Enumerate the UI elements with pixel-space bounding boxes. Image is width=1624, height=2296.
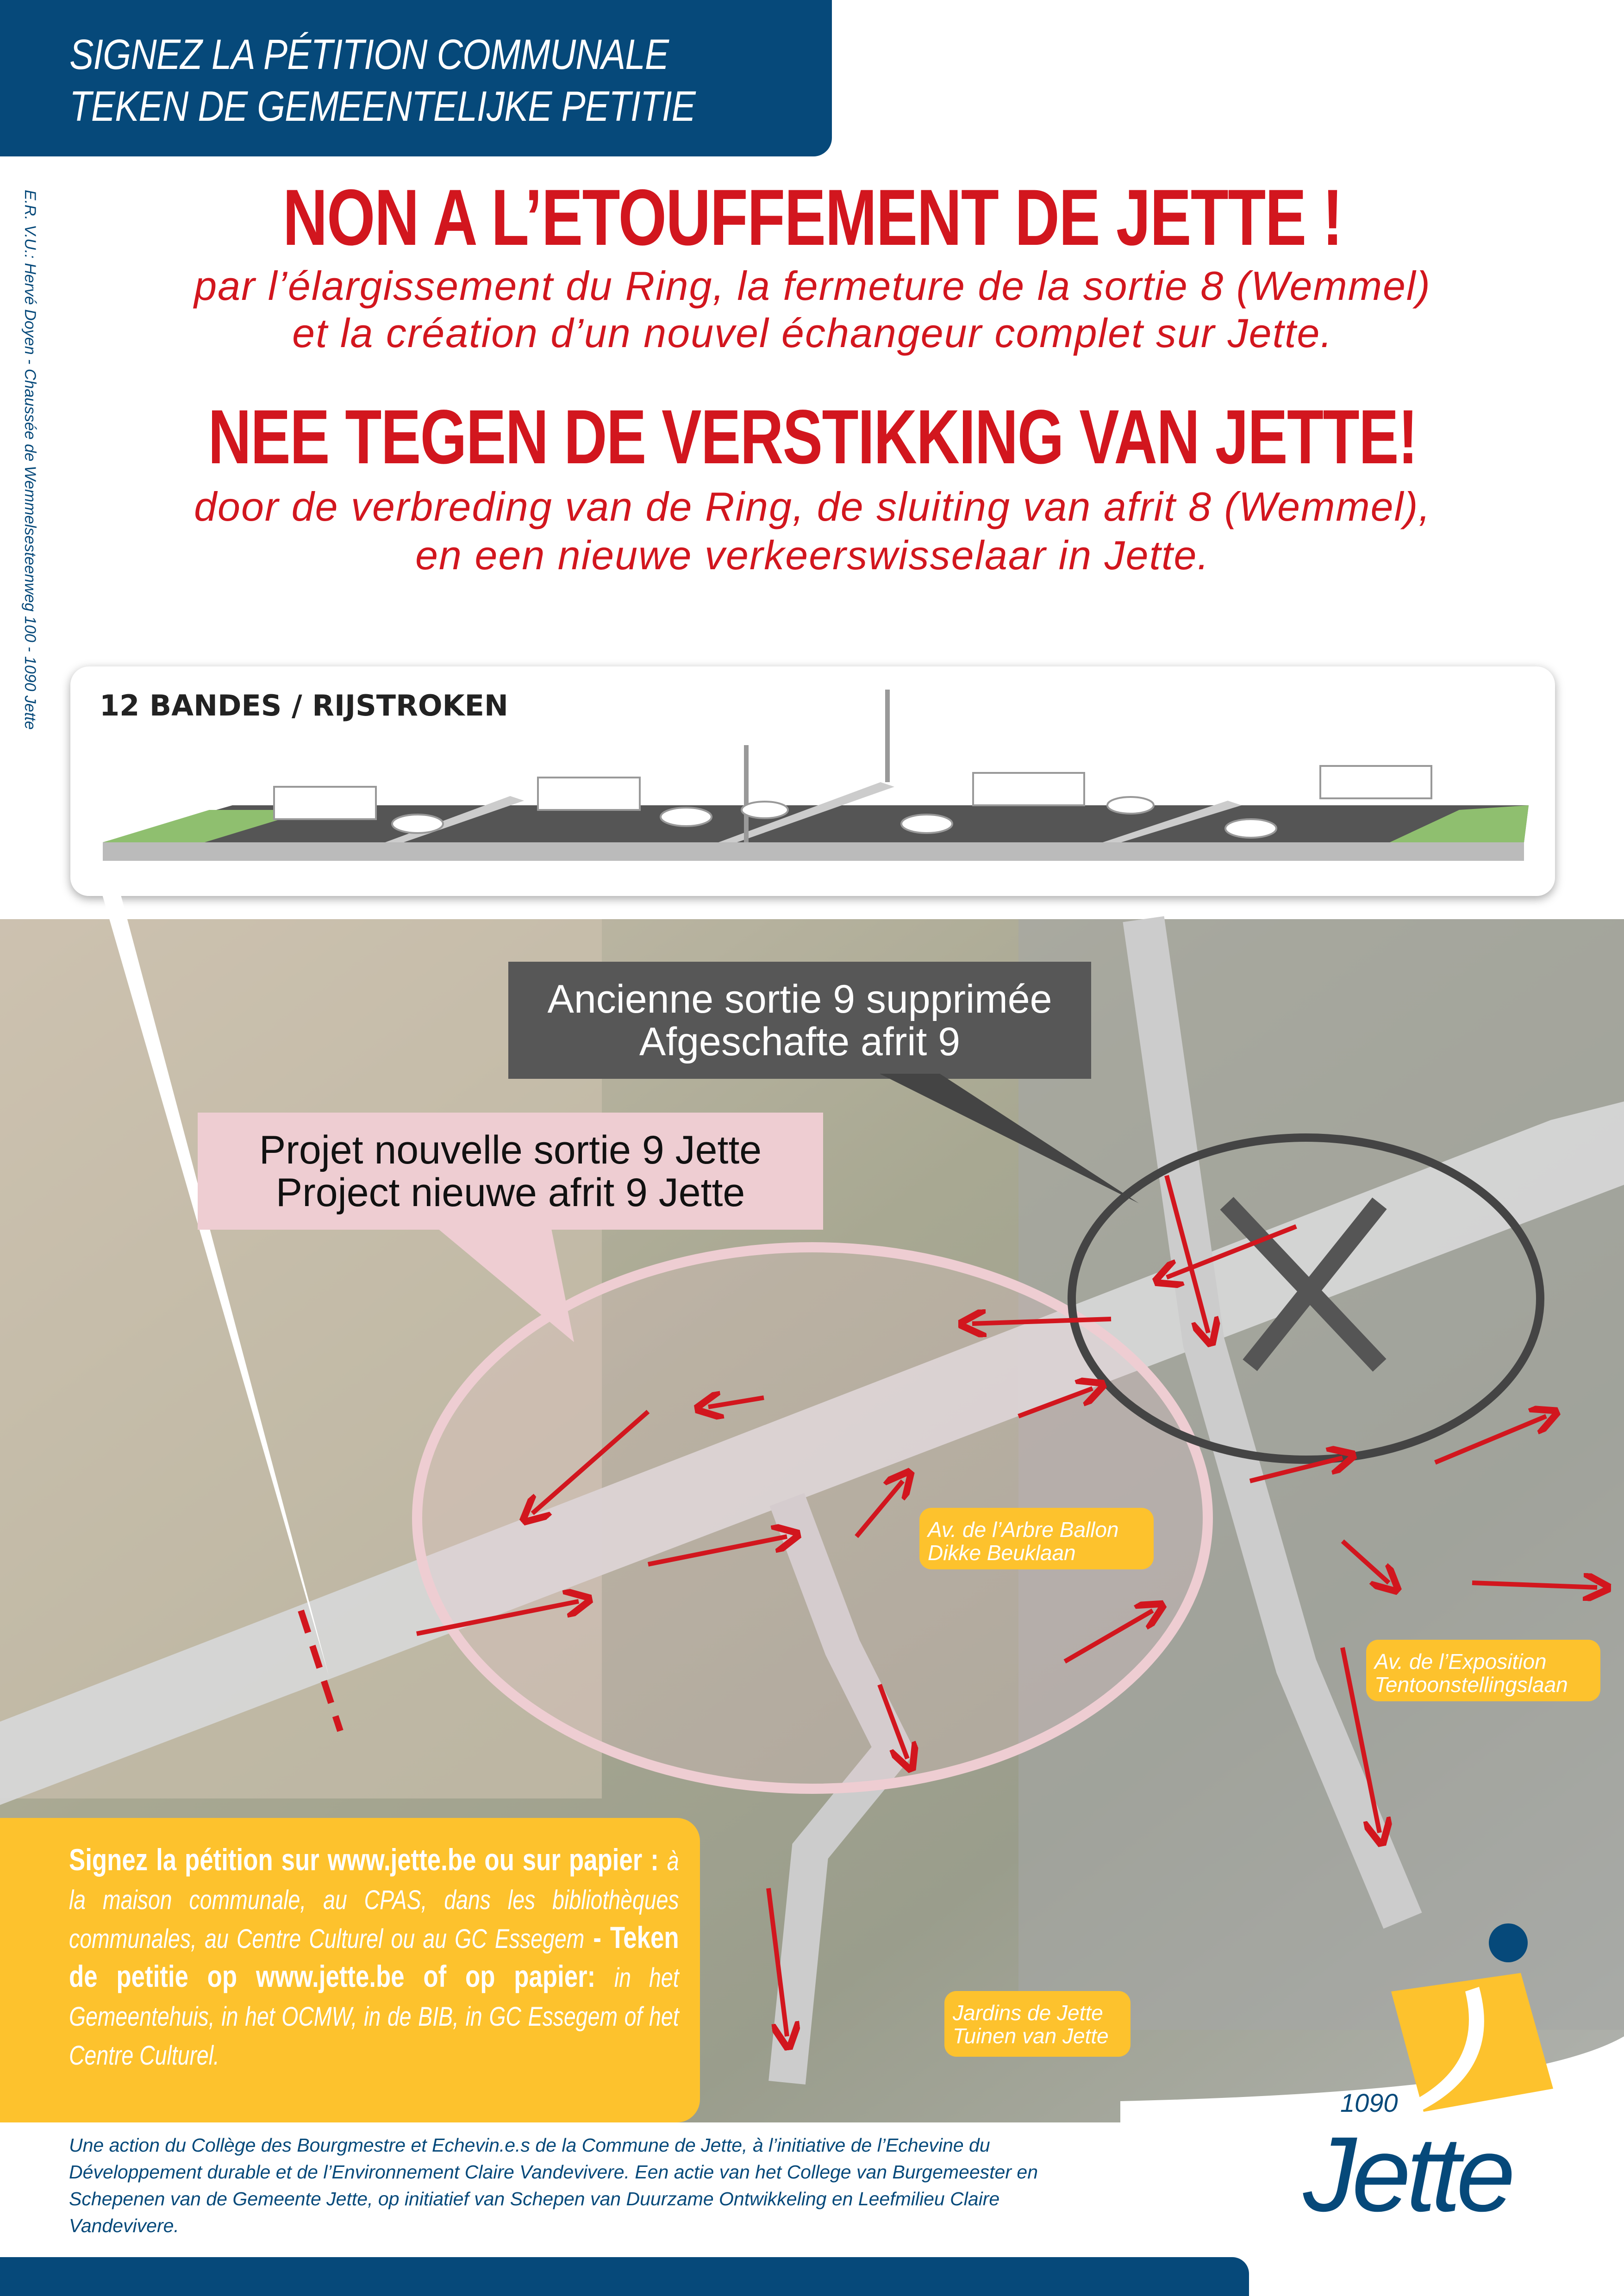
subtitle-nl-1-row	[60, 484, 1565, 530]
subtitle-fr-1-row	[60, 263, 1565, 309]
subtitle-fr-2: et la création d’un nouvel échangeur complet sur Jette.	[292, 310, 1333, 356]
callout-line-fr: Av. de l’Exposition	[1374, 1649, 1547, 1674]
petition-nl-locations: in het Gemeentehuis, in het OCMW, in de BIB, in GC Essegem of het Centre Culturel.	[69, 1963, 679, 2071]
old-exit-line-fr: Ancienne sortie 9 supprimée	[547, 977, 1052, 1021]
petition-fr-locations: à la maison communale, au CPAS, dans les bibliothèques communales, au Centre Culturel ou au GC Essegem	[69, 1846, 679, 1954]
logo-name: Jette	[1303, 2115, 1511, 2234]
callout-line-nl: Dikke Beuklaan	[928, 1541, 1076, 1565]
lanes-label: 12 BANDES / RIJSTROKEN	[100, 689, 508, 722]
new-exit-line-nl: Project nieuwe afrit 9 Jette	[275, 1170, 745, 1215]
banner-line-nl: TEKEN DE GEMEENTELIJKE PETITIE	[69, 83, 695, 130]
callout-line-nl: Tentoonstellingslaan	[1374, 1673, 1568, 1697]
subtitle-nl-1: door de verbreding van de Ring, de sluiting van afrit 8 (Wemmel),	[194, 484, 1431, 529]
jette-logo	[1303, 1917, 1562, 2241]
headline-fr-row	[60, 173, 1565, 262]
old-exit-label	[508, 962, 1091, 1079]
petition-banner	[0, 0, 832, 156]
petition-fr-heading: Signez la pétition sur www.jette.be ou sur papier :	[69, 1842, 659, 1877]
subtitle-fr-2-row	[60, 310, 1565, 356]
petition-info-box	[0, 1818, 700, 2122]
headline-nl: NEE TEGEN DE VERSTIKKING VAN JETTE!	[207, 394, 1418, 480]
publisher-note: E.R. V.U.: Hervé Doyen - Chaussée de Wemmelsesteenweg 100 - 1090 Jette	[21, 190, 39, 730]
new-exit-line-fr: Projet nouvelle sortie 9 Jette	[259, 1128, 762, 1172]
footer-credits: Une action du Collège des Bourgmestre et Echevin.e.s de la Commune de Jette, à l’initiative de l’Echevine du Développement durable et de l’Environnement Claire Vandevivere. Een actie van het College van Burgemeester en Schepenen van de Gemeente Jette, op initiatief van Schepen van Duurzame Ontwikkeling en Leefmilieu Claire Vandevivere.	[69, 2134, 1038, 2236]
callout-arbre-ballon	[919, 1508, 1154, 1569]
headline-nl-row	[60, 396, 1565, 479]
callout-line-fr: Av. de l’Arbre Ballon	[928, 1518, 1119, 1542]
petition-nl-heading: - Teken de petitie op www.jette.be of op papier:	[69, 1920, 679, 1993]
logo-postcode: 1090	[1340, 2088, 1398, 2117]
subtitle-nl-2: en een nieuwe verkeerswisselaar in Jette.	[415, 532, 1210, 578]
old-exit-pointer	[880, 1074, 1157, 1213]
headline-fr: NON A L’ETOUFFEMENT DE JETTE !	[282, 173, 1343, 262]
petition-text	[69, 1841, 679, 2074]
old-exit-line-nl: Afgeschafte afrit 9	[639, 1020, 961, 1064]
subtitle-fr-1: par l’élargissement du Ring, la fermeture de la sortie 8 (Wemmel)	[194, 263, 1431, 309]
banner-line-fr: SIGNEZ LA PÉTITION COMMUNALE	[69, 31, 669, 78]
callout-jardins	[944, 1991, 1131, 2057]
new-exit-label	[198, 1113, 823, 1230]
new-exit-pointer	[435, 1226, 620, 1347]
callout-exposition	[1366, 1640, 1600, 1701]
callout-pointer	[93, 893, 333, 1680]
bottom-bar	[0, 2257, 1249, 2296]
subtitle-nl-2-row	[60, 532, 1565, 579]
callout-line-fr: Jardins de Jette	[953, 2001, 1103, 2025]
callout-line-nl: Tuinen van Jette	[953, 2024, 1109, 2048]
